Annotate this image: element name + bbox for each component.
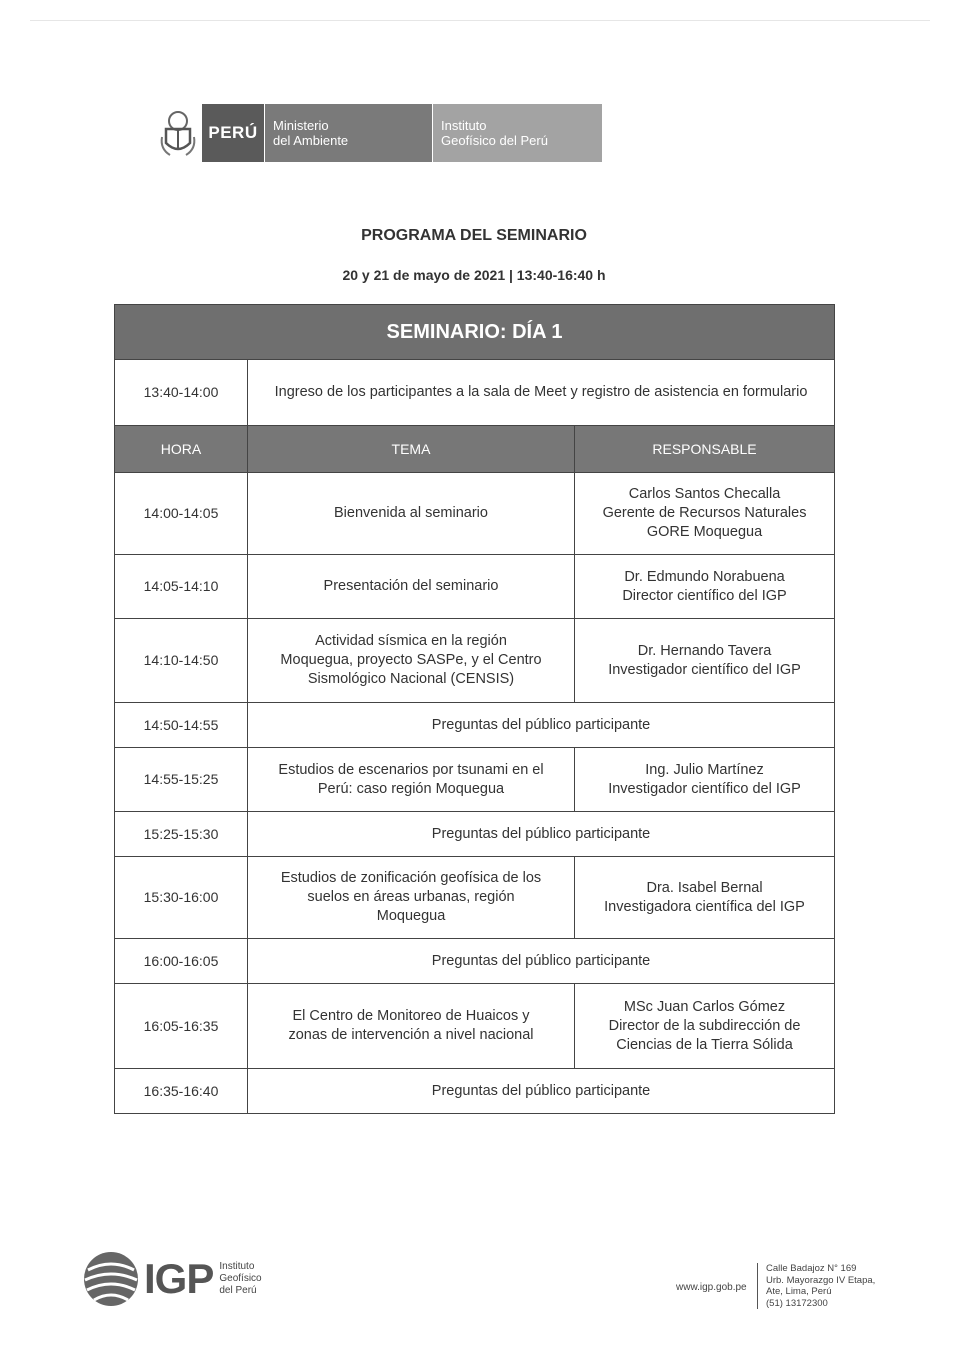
row-questions: Preguntas del público participante xyxy=(248,812,835,857)
footer-website: www.igp.gob.pe xyxy=(676,1282,747,1293)
topic-line: Sismológico Nacional (CENSIS) xyxy=(307,671,515,687)
peru-label: PERÚ xyxy=(202,104,264,162)
row-topic xyxy=(248,984,575,1069)
day-title: SEMINARIO: DÍA 1 xyxy=(115,305,835,360)
row-questions: Preguntas del público participante xyxy=(248,1069,835,1114)
row-time: 15:30-16:00 xyxy=(115,857,248,939)
igp-globe-icon xyxy=(82,1250,140,1308)
program-row xyxy=(115,812,835,857)
intro-text: Ingreso de los participantes a la sala de Meet y registro de asistencia en formulario xyxy=(248,360,835,426)
column-header-responsable: RESPONSABLE xyxy=(575,426,835,473)
row-time: 16:05-16:35 xyxy=(115,984,248,1069)
responsible-line: Investigadora científica del IGP xyxy=(604,898,805,915)
footer-address: Calle Badajoz N° 169 Urb. Mayorazgo IV Etapa, Ate, Lima, Perú (51) 13172300 xyxy=(757,1263,875,1309)
row-time: 14:00-14:05 xyxy=(115,473,248,555)
peru-coat-of-arms-icon xyxy=(154,104,202,162)
row-questions: Preguntas del público participante xyxy=(248,939,835,984)
column-header-hora: HORA xyxy=(115,426,248,473)
responsible-line: Ing. Julio Martínez xyxy=(645,761,764,778)
document-date: 20 y 21 de mayo de 2021 | 13:40-16:40 h xyxy=(342,267,606,283)
topic-line: zonas de intervención a nivel nacional xyxy=(288,1027,534,1043)
row-questions: Preguntas del público participante xyxy=(248,703,835,748)
program-row xyxy=(115,939,835,984)
row-topic xyxy=(248,473,575,555)
responsible-line: Dr. Edmundo Norabuena xyxy=(624,568,785,585)
row-responsible xyxy=(575,473,835,555)
responsible-line: Dra. Isabel Bernal xyxy=(646,879,763,896)
page-top-rule xyxy=(30,20,930,21)
row-time: 16:00-16:05 xyxy=(115,939,248,984)
responsible-line: Ciencias de la Tierra Sólida xyxy=(616,1036,793,1053)
row-time: 14:55-15:25 xyxy=(115,748,248,812)
seminar-program-table xyxy=(114,304,835,1114)
row-topic xyxy=(248,857,575,939)
day-header-row xyxy=(115,305,835,360)
responsible-line: Carlos Santos Checalla xyxy=(628,486,781,502)
row-topic xyxy=(248,748,575,812)
responsible-line: Investigador científico del IGP xyxy=(608,661,801,678)
responsible-line: MSc Juan Carlos Gómez xyxy=(623,998,786,1015)
program-row xyxy=(115,619,835,703)
program-row xyxy=(115,984,835,1069)
igp-logo xyxy=(82,1250,262,1308)
intro-row xyxy=(115,360,835,426)
program-row xyxy=(115,748,835,812)
program-row xyxy=(115,703,835,748)
program-row xyxy=(115,1069,835,1114)
program-row xyxy=(115,857,835,939)
government-logo xyxy=(154,104,602,162)
topic-line: Estudios de zonificación geofísica de los xyxy=(280,870,542,886)
topic-line: Bienvenida al seminario xyxy=(334,505,488,521)
topic-line: Perú: caso región Moquegua xyxy=(317,780,505,797)
row-time: 15:25-15:30 xyxy=(115,812,248,857)
row-responsible xyxy=(575,984,835,1069)
topic-line: Moquegua, proyecto SASPe, y el Centro xyxy=(280,652,542,668)
row-topic xyxy=(248,619,575,703)
column-header-row xyxy=(115,426,835,473)
ministry-label: Ministerio del Ambiente xyxy=(264,104,432,162)
topic-line: Estudios de escenarios por tsunami en el xyxy=(278,761,544,778)
intro-time: 13:40-14:00 xyxy=(115,360,248,426)
responsible-line: Investigador científico del IGP xyxy=(608,780,801,797)
row-topic xyxy=(248,555,575,619)
igp-logo-subtitle: Instituto Geofísico del Perú xyxy=(219,1261,262,1296)
responsible-line: Gerente de Recursos Naturales xyxy=(602,505,807,521)
row-time: 16:35-16:40 xyxy=(115,1069,248,1114)
institute-label: Instituto Geofísico del Perú xyxy=(432,104,602,162)
row-time: 14:50-14:55 xyxy=(115,703,248,748)
row-responsible xyxy=(575,619,835,703)
document-title: PROGRAMA DEL SEMINARIO xyxy=(361,227,587,244)
igp-logo-text: IGP xyxy=(144,1255,214,1302)
topic-line: Presentación del seminario xyxy=(323,578,499,594)
row-responsible xyxy=(575,748,835,812)
responsible-line: GORE Moquegua xyxy=(646,524,763,540)
topic-line: Actividad sísmica en la región xyxy=(315,633,507,649)
responsible-line: Dr. Hernando Tavera xyxy=(637,642,772,659)
row-responsible xyxy=(575,555,835,619)
topic-line: suelos en áreas urbanas, región xyxy=(307,889,515,905)
program-row xyxy=(115,555,835,619)
topic-line: El Centro de Monitoreo de Huaicos y xyxy=(292,1008,530,1024)
row-time: 14:05-14:10 xyxy=(115,555,248,619)
row-responsible xyxy=(575,857,835,939)
responsible-line: Director científico del IGP xyxy=(622,587,787,604)
column-header-tema: TEMA xyxy=(248,426,575,473)
topic-line: Moquegua xyxy=(376,908,446,924)
program-row xyxy=(115,473,835,555)
row-time: 14:10-14:50 xyxy=(115,619,248,703)
responsible-line: Director de la subdirección de xyxy=(608,1017,801,1034)
